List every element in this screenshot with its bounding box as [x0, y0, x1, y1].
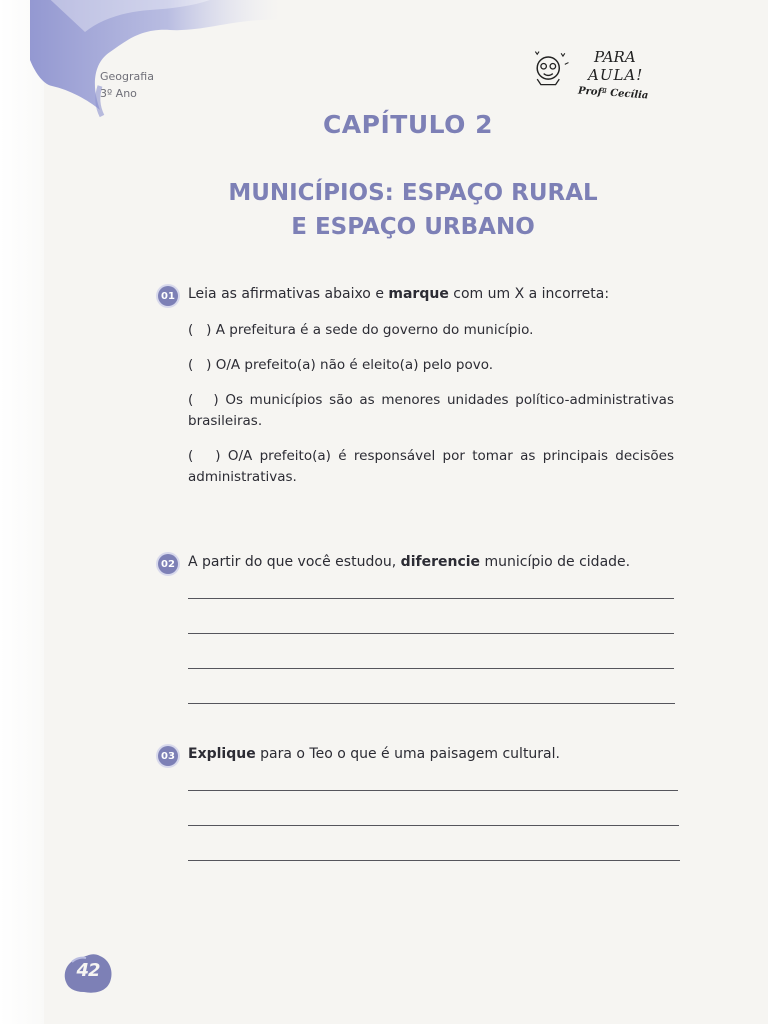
option-checkbox[interactable]: ( ): [188, 448, 221, 464]
question-1-option-1: [188, 320, 674, 341]
answer-line[interactable]: [188, 860, 680, 861]
answer-line[interactable]: [188, 598, 674, 599]
chapter-title: [0, 176, 768, 244]
answer-line[interactable]: [188, 668, 674, 669]
answer-line[interactable]: [188, 825, 679, 826]
question-2-prefix: A partir do que você estudou,: [188, 554, 401, 570]
question-1-prefix: Leia as afirmativas abaixo e: [188, 286, 389, 302]
question-1-prompt: [188, 286, 609, 302]
chapter-title-line-1: MUNICÍPIOS: ESPAÇO RURAL: [228, 180, 598, 206]
question-3-suffix: para o Teo o que é uma paisagem cultural.: [255, 746, 560, 762]
option-checkbox[interactable]: ( ): [188, 357, 212, 373]
page-binding-edge: [0, 0, 44, 1024]
chapter-heading: CAPÍTULO 2: [322, 110, 494, 139]
question-2-prompt: [188, 554, 630, 570]
stamp-line-2: AULA!: [588, 66, 644, 84]
question-2-keyword: diferencie: [400, 554, 481, 570]
answer-line[interactable]: [188, 703, 675, 704]
option-text: Os municípios são as menores unidades político-administrativas brasileiras.: [188, 392, 674, 429]
option-text: A prefeitura é a sede do governo do município.: [215, 322, 534, 338]
chapter-title-line-2: E ESPAÇO URBANO: [291, 214, 535, 240]
option-text: O/A prefeito(a) não é eleito(a) pelo povo.: [215, 357, 494, 373]
option-checkbox[interactable]: ( ): [188, 322, 212, 338]
para-aula-stamp: [528, 46, 648, 108]
stamp-line-3: Profª Cecília: [577, 85, 649, 102]
subject-name: Geografia: [100, 70, 154, 83]
cartoon-face-icon: [528, 46, 574, 92]
answer-line[interactable]: [188, 790, 678, 791]
option-checkbox[interactable]: ( ): [188, 392, 219, 408]
question-1-keyword: marque: [388, 286, 449, 302]
grade-label: 3º Ano: [100, 87, 137, 100]
question-3-prompt: [188, 746, 560, 762]
question-number-badge: 03: [158, 746, 178, 766]
page-number: 42: [76, 960, 100, 981]
answer-line[interactable]: [188, 633, 674, 634]
question-2-suffix: município de cidade.: [480, 554, 631, 570]
page-number-badge: [58, 948, 118, 998]
question-number-badge: 02: [158, 554, 178, 574]
question-1-suffix: com um X a incorreta:: [448, 286, 610, 302]
option-text: O/A prefeito(a) é responsável por tomar as principais decisões administrativas.: [188, 448, 674, 485]
question-1-option-4: [188, 446, 674, 488]
question-1-option-3: [188, 390, 674, 432]
subject-label: [100, 68, 154, 102]
question-number-badge: 01: [158, 286, 178, 306]
stamp-line-1: PARA: [594, 48, 636, 66]
question-1-option-2: [188, 355, 674, 376]
question-3-keyword: Explique: [188, 746, 256, 762]
